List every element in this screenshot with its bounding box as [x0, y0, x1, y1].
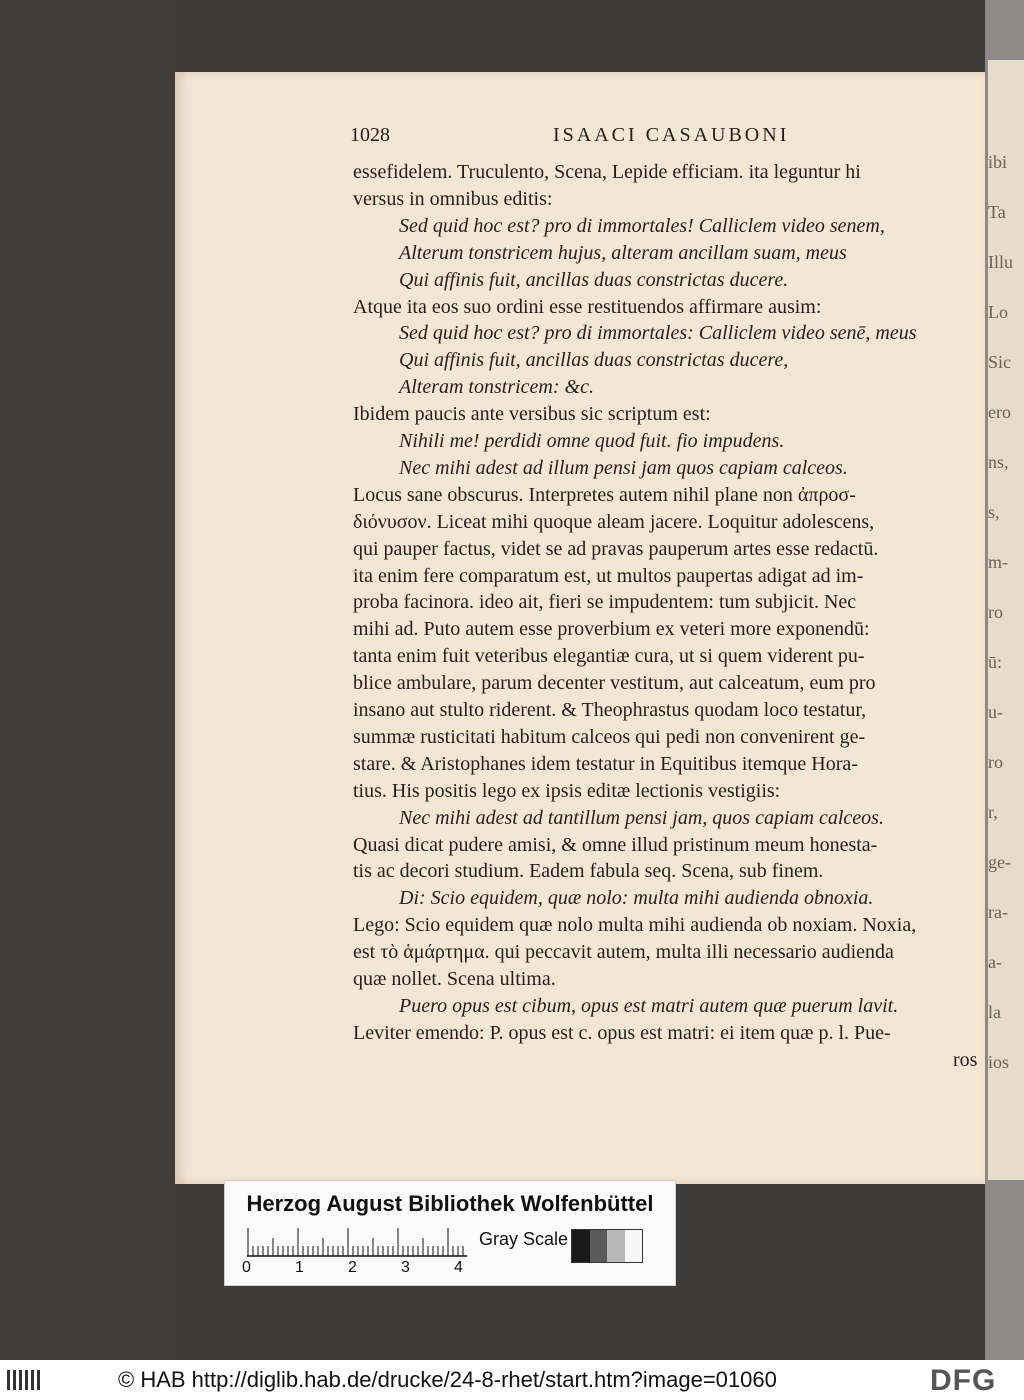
text-line: Di: Scio equidem, quæ nolo: multa mihi audienda obnoxia.	[399, 887, 874, 910]
adjacent-page-edge	[988, 60, 1024, 1180]
adjacent-page-fragment: ro	[988, 752, 1003, 772]
dfg-logo: DFG	[930, 1364, 997, 1397]
page-number: 1028	[350, 124, 390, 146]
footer-bar	[0, 1360, 1024, 1400]
color-calibration-card	[224, 1180, 676, 1286]
adjacent-page-fragment: ū:	[988, 652, 1003, 672]
running-header: ISAACI CASAUBONI	[553, 124, 790, 146]
adjacent-page-fragment: m-	[988, 552, 1008, 572]
text-line: stare. & Aristophanes idem testatur in Equitibus itemque Hora-	[353, 752, 858, 775]
library-name: Herzog August Bibliothek Wolfenbüttel	[246, 1191, 654, 1216]
text-line: proba facinora. ideo ait, fieri se impudentem: tum subjicit. Nec	[353, 591, 857, 614]
ruler-label: 0	[242, 1259, 251, 1276]
gray-swatch	[572, 1230, 590, 1262]
text-line: Sed quid hoc est? pro di immortales! Calliclem video senem,	[399, 214, 885, 237]
text-line: tis ac decori studium. Eadem fabula seq. Scena, sub finem.	[353, 860, 824, 883]
text-line: Ibidem paucis ante versibus sic scriptum est:	[353, 403, 711, 426]
adjacent-page-fragment: a-	[988, 952, 1002, 972]
ruler-label: 2	[348, 1259, 357, 1276]
text-line: insano aut stulto riderent. & Theophrastus quodam loco testatur,	[353, 699, 867, 721]
gray-scale-swatches	[571, 1229, 643, 1263]
adjacent-page-fragment: ns,	[988, 452, 1009, 472]
gray-swatch	[607, 1230, 625, 1262]
text-line: Leviter emendo: P. opus est c. opus est matri: ei item quæ p. l. Pue-	[353, 1021, 891, 1044]
text-line: Nihili me! perdidi omne quod fuit. fio impudens.	[399, 430, 785, 452]
text-line: summæ rusticitati habitum calceos qui pedi non convenirent ge-	[353, 725, 866, 748]
adjacent-page-fragment: r,	[988, 802, 998, 822]
library-logo-icon	[6, 1368, 44, 1392]
adjacent-page-fragment: ibi	[988, 152, 1008, 172]
measurement-ruler	[247, 1227, 467, 1257]
ruler-label: 3	[401, 1259, 410, 1276]
adjacent-page-fragment: ro	[988, 602, 1003, 622]
text-line: Nec mihi adest ad tantillum pensi jam, quos capiam calceos.	[399, 806, 884, 829]
text-line: est τὸ ἁμάρτημα. qui peccavit autem, multa illi necessario audienda	[353, 941, 894, 964]
text-line: blice ambulare, parum decenter vestitum, aut calceatum, eum pro	[353, 672, 876, 695]
text-line: quæ nollet. Scena ultima.	[353, 968, 556, 990]
text-line: Nec mihi adest ad illum pensi jam quos capiam calceos.	[399, 456, 848, 479]
adjacent-page-fragment: Lo	[988, 302, 1008, 322]
adjacent-page-fragment: Ta	[988, 202, 1006, 222]
text-line: essefidelem. Truculento, Scena, Lepide efficiam. ita leguntur hi	[353, 161, 861, 183]
text-line: tanta enim fuit veteribus elegantiæ cura, ut si quem viderent pu-	[353, 645, 865, 668]
adjacent-page-fragment: u-	[988, 702, 1003, 722]
gray-swatch	[625, 1230, 643, 1262]
adjacent-page-fragment: ero	[988, 402, 1011, 422]
adjacent-page-fragment: ios	[988, 1052, 1010, 1072]
text-line: Puero opus est cibum, opus est matri autem quæ puerum lavit.	[399, 994, 899, 1017]
gray-scale-label: Gray Scale	[479, 1229, 569, 1249]
adjacent-page-fragment: ge-	[988, 852, 1011, 872]
text-line: ita enim fere comparatum est, ut multos paupertas adigat ad im-	[353, 564, 864, 587]
adjacent-page-fragment: ra-	[988, 902, 1008, 922]
ruler-label: 1	[295, 1259, 304, 1276]
text-line: Lego: Scio equidem quæ nolo multa mihi audienda ob noxiam. Noxia,	[353, 914, 917, 937]
text-line: qui pauper factus, videt se ad pravas pauperum artes esse redactū.	[353, 537, 879, 560]
text-line: διόνυσον. Liceat mihi quoque aleam jacere. Loquitur adolescens,	[353, 510, 875, 533]
text-line: Atque ita eos suo ordini esse restituendos affirmare ausim:	[353, 295, 822, 318]
dark-background-left	[0, 0, 175, 1360]
adjacent-page-fragment: s,	[988, 502, 1000, 522]
text-line: mihi ad. Puto autem esse proverbium ex veteri more exponendū:	[353, 618, 870, 641]
text-line: Sed quid hoc est? pro di immortales: Calliclem video senē, meus	[399, 322, 917, 345]
text-line: ros	[953, 1048, 978, 1071]
adjacent-page-fragment: Illu	[988, 252, 1013, 272]
text-line: Qui affinis fuit, ancillas duas constrictas ducere,	[399, 349, 789, 372]
adjacent-page-fragment: Sic	[988, 352, 1012, 372]
text-line: versus in omnibus editis:	[353, 187, 553, 210]
ruler-label: 4	[454, 1259, 463, 1276]
text-line: Locus sane obscurus. Interpretes autem nihil plane non ἀπροσ-	[353, 483, 856, 506]
adjacent-page-fragment: la	[988, 1002, 1001, 1022]
gray-swatch	[590, 1230, 608, 1262]
text-line: Alterum tonstricem hujus, alteram ancillam suam, meus	[399, 241, 847, 264]
text-line: Alteram tonstricem: &c.	[399, 376, 594, 399]
text-line: Qui affinis fuit, ancillas duas constrictas ducere.	[399, 268, 789, 291]
page-text-block	[175, 72, 985, 1184]
copyright-url[interactable]: © HAB http://diglib.hab.de/drucke/24-8-rhet/start.htm?image=01060	[118, 1367, 777, 1392]
book-page	[175, 72, 985, 1184]
text-line: Quasi dicat pudere amisi, & omne illud pristinum meum honesta-	[353, 833, 878, 856]
text-line: tius. His positis lego ex ipsis editæ lectionis vestigiis:	[353, 779, 781, 802]
